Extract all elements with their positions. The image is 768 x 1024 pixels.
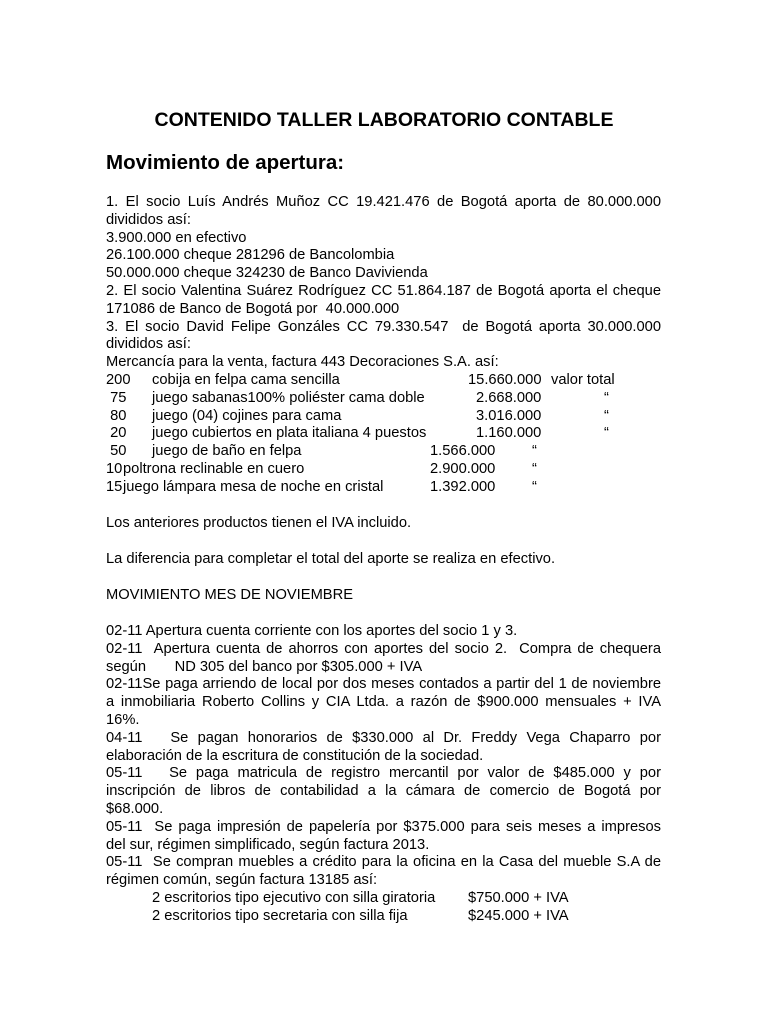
text-line: 02-11 Apertura cuenta corriente con los aportes del socio 1 y 3. xyxy=(106,623,518,639)
item-value: 15.660.000 xyxy=(468,372,542,388)
month-heading: MOVIMIENTO MES DE NOVIEMBRE xyxy=(106,587,353,603)
item-note: “ xyxy=(604,389,609,406)
text-line: inscripción de libros de contabilidad a la cámara de comercio de Bogotá por xyxy=(106,783,661,800)
item-qty: 75 xyxy=(106,389,127,406)
furniture-desc: 2 escritorios tipo ejecutivo con silla giratoria xyxy=(152,890,436,906)
item-desc: juego de baño en felpa xyxy=(152,443,302,460)
item-note: “ xyxy=(532,478,537,495)
item-note: “ xyxy=(604,425,609,442)
item-note: valor total xyxy=(551,372,615,388)
item-desc: juego lámpara mesa de noche en cristal xyxy=(123,478,384,495)
item-value: 3.016.000 xyxy=(476,407,542,424)
list-item xyxy=(106,425,666,443)
list-item xyxy=(106,479,666,497)
text-line: Mercancía para la venta, factura 443 Decoraciones S.A. así: xyxy=(106,354,499,371)
item-qty: 20 xyxy=(106,425,127,442)
merchandise-list xyxy=(106,372,666,497)
text-line: según ND 305 del banco por $305.000 + IVA xyxy=(106,658,423,675)
iva-note: Los anteriores productos tienen el IVA incluido. xyxy=(106,515,412,531)
text-line: divididos así: xyxy=(106,336,191,353)
list-item xyxy=(106,461,666,479)
text-line: $68.000. xyxy=(106,800,164,817)
item-value: 1.160.000 xyxy=(476,425,542,442)
text-line: 04-11 Se pagan honorarios de $330.000 al Dr. Freddy Vega Chaparro por xyxy=(106,729,661,746)
text-line: elaboración de la escritura de constitución de la sociedad. xyxy=(106,747,484,764)
furniture-desc: 2 escritorios tipo secretaria con silla fija xyxy=(152,907,408,924)
item-value: 1.566.000 xyxy=(430,443,496,460)
item-desc: juego sabanas100% poliéster cama doble xyxy=(152,389,425,406)
item-value: 2.668.000 xyxy=(476,389,542,406)
text-line: divididos así: xyxy=(106,211,191,228)
text-line: 05-11 Se paga matricula de registro mercantil por valor de $485.000 y por xyxy=(106,765,661,782)
text-line: 05-11 Se compran muebles a crédito para la oficina en la Casa del mueble S.A de xyxy=(106,854,661,871)
text-line: 171086 de Banco de Bogotá por 40.000.000 xyxy=(106,300,400,317)
text-line: 3. El socio David Felipe Gonzáles CC 79.330.547 de Bogotá aporta 30.000.000 xyxy=(106,318,661,335)
text-line: del sur, régimen simplificado, según factura 2013. xyxy=(106,836,430,853)
list-item xyxy=(106,443,666,461)
text-line: 02-11Se paga arriendo de local por dos meses contados a partir del 1 de noviembre xyxy=(106,676,661,693)
item-qty: 10 xyxy=(106,460,123,477)
text-line: 26.100.000 cheque 281296 de Bancolombia xyxy=(106,247,395,264)
list-item xyxy=(152,890,632,908)
apertura-block xyxy=(106,194,661,372)
item-note: “ xyxy=(532,460,537,477)
list-item xyxy=(106,372,666,390)
text-line: 02-11 Apertura cuenta de ahorros con aportes del socio 2. Compra de chequera xyxy=(106,640,661,657)
item-desc: juego (04) cojines para cama xyxy=(152,407,342,424)
item-qty: 200 xyxy=(106,372,131,388)
furniture-list xyxy=(152,890,632,926)
furniture-price: $245.000 + IVA xyxy=(468,907,569,924)
furniture-price: $750.000 + IVA xyxy=(468,890,569,906)
text-line: 05-11 Se paga impresión de papelería por $375.000 para seis meses a impresos xyxy=(106,818,661,835)
text-line: 16%. xyxy=(106,711,140,728)
item-desc: cobija en felpa cama sencilla xyxy=(152,372,340,388)
item-value: 1.392.000 xyxy=(430,478,496,495)
text-line: a inmobiliaria Roberto Collins y CIA Ltda. a razón de $900.000 mensuales + IVA xyxy=(106,694,661,711)
list-item xyxy=(106,408,666,426)
item-qty: 50 xyxy=(106,443,127,460)
text-line: régimen común, según factura 13185 así: xyxy=(106,872,378,889)
item-note: “ xyxy=(532,443,537,460)
list-item xyxy=(106,390,666,408)
text-line: 3.900.000 en efectivo xyxy=(106,229,247,246)
text-line: 2. El socio Valentina Suárez Rodríguez CC 51.864.187 de Bogotá aporta el cheque xyxy=(106,282,661,299)
item-desc: poltrona reclinable en cuero xyxy=(123,460,305,477)
list-item xyxy=(152,908,632,926)
november-block xyxy=(106,623,661,890)
section-heading: Movimiento de apertura: xyxy=(106,151,345,174)
item-qty: 80 xyxy=(106,407,127,424)
diferencia-note: La diferencia para completar el total del aporte se realiza en efectivo. xyxy=(106,551,556,567)
text-line: 50.000.000 cheque 324230 de Banco Davivienda xyxy=(106,265,428,282)
item-qty: 15 xyxy=(106,478,123,495)
item-value: 2.900.000 xyxy=(430,460,496,477)
item-note: “ xyxy=(604,407,609,424)
text-line: 1. El socio Luís Andrés Muñoz CC 19.421.476 de Bogotá aporta de 80.000.000 xyxy=(106,194,661,210)
document-title: CONTENIDO TALLER LABORATORIO CONTABLE xyxy=(154,109,614,131)
item-desc: juego cubiertos en plata italiana 4 puestos xyxy=(152,425,427,442)
